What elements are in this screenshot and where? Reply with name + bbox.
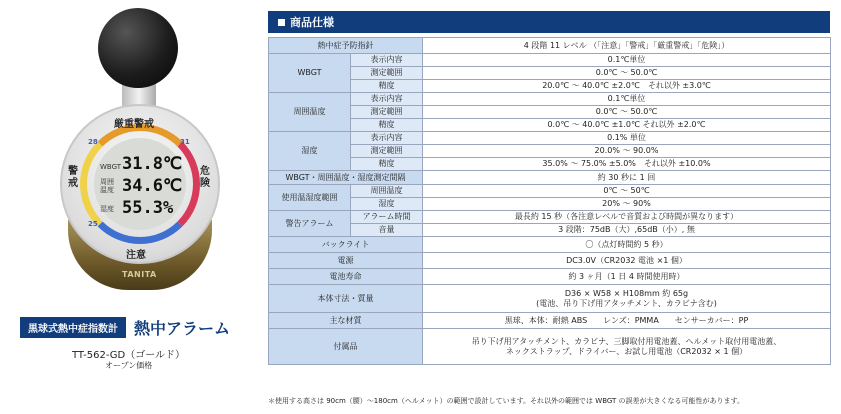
face-label-bottom: 注意: [126, 250, 146, 261]
level-number-31: 31: [180, 138, 190, 146]
spec-value: [423, 329, 831, 365]
table-row: [269, 54, 831, 67]
table-row: [269, 198, 831, 211]
product-name: 熱中アラーム: [134, 318, 231, 338]
table-row: [269, 67, 831, 80]
lcd-ambient-value: 34.6℃: [122, 176, 183, 196]
table-row: [269, 269, 831, 285]
spec-value: 黒球、本体：耐熱 ABS レンズ：PMMA センサーカバー：PP: [423, 313, 831, 329]
spec-label: 使用温湿度範囲: [269, 185, 351, 211]
spec-sublabel: 精度: [351, 119, 423, 132]
table-row: [269, 93, 831, 106]
product-price: オープン価格: [105, 361, 153, 370]
table-row: [269, 80, 831, 93]
spec-sublabel: アラーム時間: [351, 211, 423, 224]
spec-label: 電池寿命: [269, 269, 423, 285]
spec-label: WBGT・周囲温度・湿度測定間隔: [269, 171, 423, 185]
spec-title: 商品仕様: [290, 16, 334, 29]
spec-sublabel: 測定範囲: [351, 106, 423, 119]
table-row: [269, 329, 831, 365]
table-row: [269, 253, 831, 269]
spec-sublabel: 音量: [351, 224, 423, 237]
spec-sublabel: 表示内容: [351, 54, 423, 67]
spec-value: 最長約 15 秒（各注意レベルで音質および時間が異なります）: [423, 211, 831, 224]
spec-value: 約 3 ヶ月（1 日 4 時間使用時）: [423, 269, 831, 285]
brand-logo: TANITA: [122, 270, 157, 279]
spec-sublabel: 表示内容: [351, 132, 423, 145]
product-category: 黒球式熱中症指数計: [20, 317, 126, 338]
table-row: [269, 313, 831, 329]
table-row: [269, 211, 831, 224]
spec-value: 0.0℃ ～ 50.0℃: [423, 106, 831, 119]
table-row: [269, 38, 831, 54]
face-label-top: 厳重警戒: [114, 119, 154, 130]
spec-sublabel: 精度: [351, 80, 423, 93]
lcd-humidity-value: 55.3%: [122, 198, 174, 218]
accessories-line-1: 吊り下げ用アタッチメント、カラビナ、三脚取付用電池蓋、ヘルメット取付用電池蓋、: [471, 336, 782, 346]
spec-value: 〇（点灯時間約 5 秒）: [423, 237, 831, 253]
size-line-1: D36 × W58 × H108mm 約 65g: [564, 288, 689, 298]
spec-table: [268, 37, 831, 365]
spec-value: 35.0% ～ 75.0% ±5.0% それ以外 ±10.0%: [423, 158, 831, 171]
table-row: [269, 185, 831, 198]
spec-label: 周囲温度: [269, 93, 351, 132]
spec-label: 本体寸法・質量: [269, 285, 423, 313]
spec-value: 0.1℃単位: [423, 93, 831, 106]
footnote: ＊使用する高さは 90cm（腰）～180cm（ヘルメット）の範囲で設計しています。それ以外の範囲では WBGT の誤差が大きくなる可能性があります。: [268, 397, 744, 405]
spec-sublabel: 表示内容: [351, 93, 423, 106]
spec-header: [268, 11, 830, 33]
spec-label: WBGT: [269, 54, 351, 93]
accessories-line-2: ネックストラップ、ドライバー、お試し用電池（CR2032 × 1 個）: [505, 346, 748, 356]
face-label-left: 警戒: [68, 166, 78, 189]
table-row: [269, 132, 831, 145]
lcd-humidity-label: 湿度: [100, 205, 114, 213]
product-image: [60, 8, 220, 308]
spec-value: 0.0℃ ～ 50.0℃: [423, 67, 831, 80]
spec-label: 湿度: [269, 132, 351, 171]
spec-sublabel: 周囲温度: [351, 185, 423, 198]
table-row: [269, 224, 831, 237]
spec-sublabel: 測定範囲: [351, 145, 423, 158]
spec-value: [423, 285, 831, 313]
spec-label: 警告アラーム: [269, 211, 351, 237]
spec-value: 20.0℃ ～ 40.0℃ ±2.0℃ それ以外 ±3.0℃: [423, 80, 831, 93]
spec-value: 3 段階：75dB（大）,65dB（小）, 無: [423, 224, 831, 237]
spec-value: 0℃ ～ 50℃: [423, 185, 831, 198]
table-row: [269, 171, 831, 185]
spec-value: 約 30 秒に 1 回: [423, 171, 831, 185]
face-label-right: 危険: [200, 166, 210, 189]
spec-label: 主な材質: [269, 313, 423, 329]
spec-sublabel: 測定範囲: [351, 67, 423, 80]
level-number-28: 28: [88, 138, 98, 146]
spec-value: 20% ～ 90%: [423, 198, 831, 211]
spec-label: 熱中症予防指針: [269, 38, 423, 54]
lcd-ambient-label: 周囲 温度: [100, 178, 114, 194]
square-bullet-icon: [278, 19, 285, 26]
spec-value: 0.1% 単位: [423, 132, 831, 145]
spec-value: DC3.0V（CR2032 電池 ×1 個）: [423, 253, 831, 269]
level-number-25: 25: [88, 220, 98, 228]
spec-value: 4 段階 11 レベル （「注意」「警戒」「厳重警戒」「危険」）: [423, 38, 831, 54]
spec-value: 0.0℃ ～ 40.0℃ ±1.0℃ それ以外 ±2.0℃: [423, 119, 831, 132]
size-line-2: (電池、吊り下げ用アタッチメント、カラビナ含む): [536, 298, 717, 308]
table-row: [269, 145, 831, 158]
product-model: TT-562-GD（ゴールド）: [72, 350, 186, 361]
spec-sublabel: 精度: [351, 158, 423, 171]
lcd-wbgt-value: 31.8℃: [122, 154, 183, 174]
spec-sublabel: 湿度: [351, 198, 423, 211]
spec-value: 0.1℃単位: [423, 54, 831, 67]
lcd-wbgt-label: WBGT: [100, 163, 122, 171]
spec-label: 電源: [269, 253, 423, 269]
spec-label: バックライト: [269, 237, 423, 253]
table-row: [269, 285, 831, 313]
product-tagline: [20, 316, 230, 338]
spec-value: 20.0% ～ 90.0%: [423, 145, 831, 158]
spec-label: 付属品: [269, 329, 423, 365]
table-row: [269, 119, 831, 132]
table-row: [269, 106, 831, 119]
black-globe: [98, 8, 178, 88]
table-row: [269, 237, 831, 253]
table-row: [269, 158, 831, 171]
